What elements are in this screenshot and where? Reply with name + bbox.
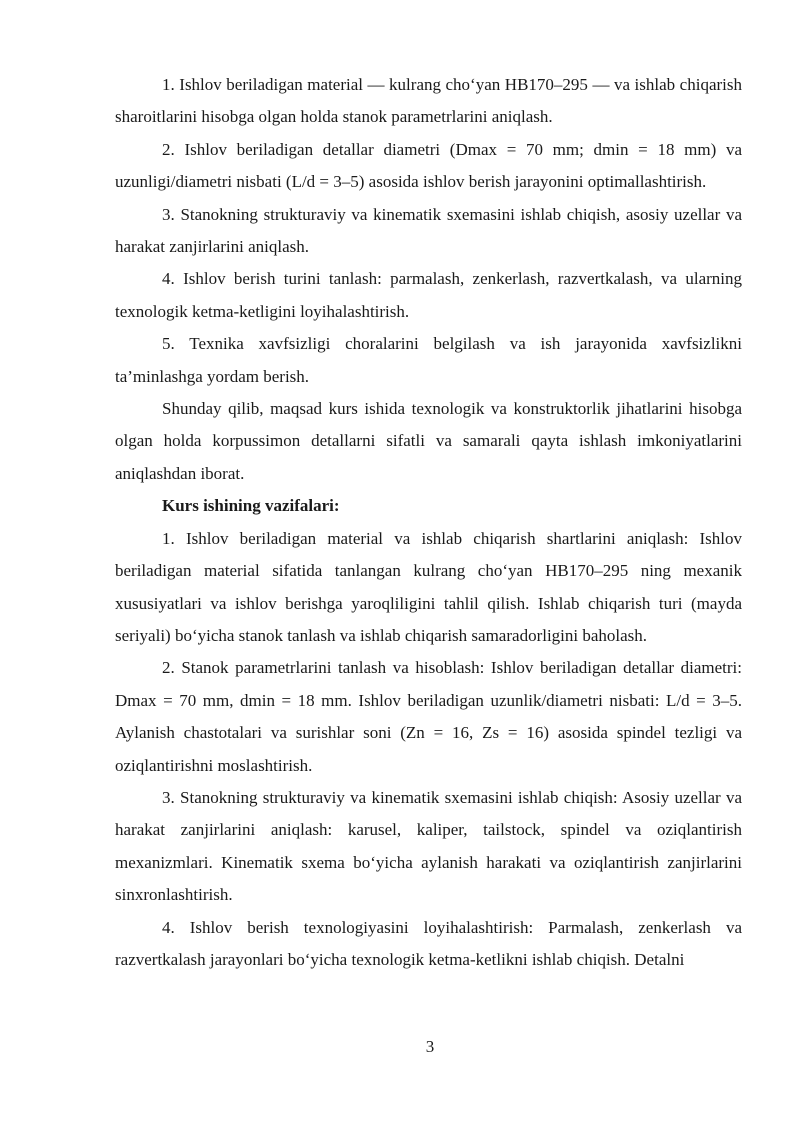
task-item-1: 1. Ishlov beriladigan material va ishlab chiqarish shartlarini aniqlash: Ishlov beriladigan material sifatida tanlangan kulrang cho‘yan HB170–295 ning mexanik xususiyatlari va ishlov berishga yaroqliligini tahlil qilish. Ishlab chiqarish turi (mayda seriyali) bo‘yicha stanok tanlash va ishlab chiqarish samaradorligini baholash. <box>115 528 742 645</box>
task-item-2: 2. Stanok parametrlarini tanlash va hisoblash: Ishlov beriladigan detallar diametri: Dmax = 70 mm, dmin = 18 mm. Ishlov beriladigan uzunlik/diametri nisbati: L/d = 3–5. Aylanish chastotalari va surishlar soni (Zn = 16, Zs = 16) asosida spindel tezligi va oziqlantirishni moslashtirish. <box>115 658 742 775</box>
goal-item-1: 1. Ishlov beriladigan material — kulrang cho‘yan HB170–295 — va ishlab chiqarish sharoitlarini hisobga olgan holda stanok parametrlarini aniqlash. <box>115 75 742 127</box>
goal-summary-paragraph: Shunday qilib, maqsad kurs ishida texnologik va konstruktorlik jihatlarini hisobga olgan holda korpussimon detallarni sifatli va samarali qayta ishlash imkoniyatlarini aniqlashdan iborat. <box>115 399 742 483</box>
goal-item-4: 4. Ishlov berish turini tanlash: parmalash, zenkerlash, razvertkalash, va ularning texnologik ketma-ketligini loyihalashtirish. <box>115 269 742 321</box>
section-heading: Kurs ishining vazifalari: <box>162 496 340 516</box>
goal-item-5: 5. Texnika xavfsizligi choralarini belgilash va ish jarayonida xavfsizlikni ta’minlashga yordam berish. <box>115 334 742 386</box>
task-item-3: 3. Stanokning strukturaviy va kinematik sxemasini ishlab chiqish: Asosiy uzellar va harakat zanjirlarini aniqlash: karusel, kaliper, tailstock, spindel va oziqlantirish mexanizmlari. Kinematik sxema bo‘yicha aylanish harakati va oziqlantirish zanjirlarini sinxronlashtirish. <box>115 787 742 905</box>
page-body <box>115 69 742 976</box>
goal-item-3: 3. Stanokning strukturaviy va kinematik sxemasini ishlab chiqish, asosiy uzellar va harakat zanjirlarini aniqlash. <box>115 204 742 257</box>
page-number: 3 <box>425 1037 435 1056</box>
goal-item-2: 2. Ishlov beriladigan detallar diametri (Dmax = 70 mm; dmin = 18 mm) va uzunligi/diametri nisbati (L/d = 3–5) asosida ishlov berish jarayonini optimallashtirish. <box>115 139 742 192</box>
task-item-4: 4. Ishlov berish texnologiyasini loyihalashtirish: Parmalash, zenkerlash va razvertkalash jarayonlari bo‘yicha texnologik ketma-ketlikni ishlab chiqish. Detalni <box>115 917 742 969</box>
